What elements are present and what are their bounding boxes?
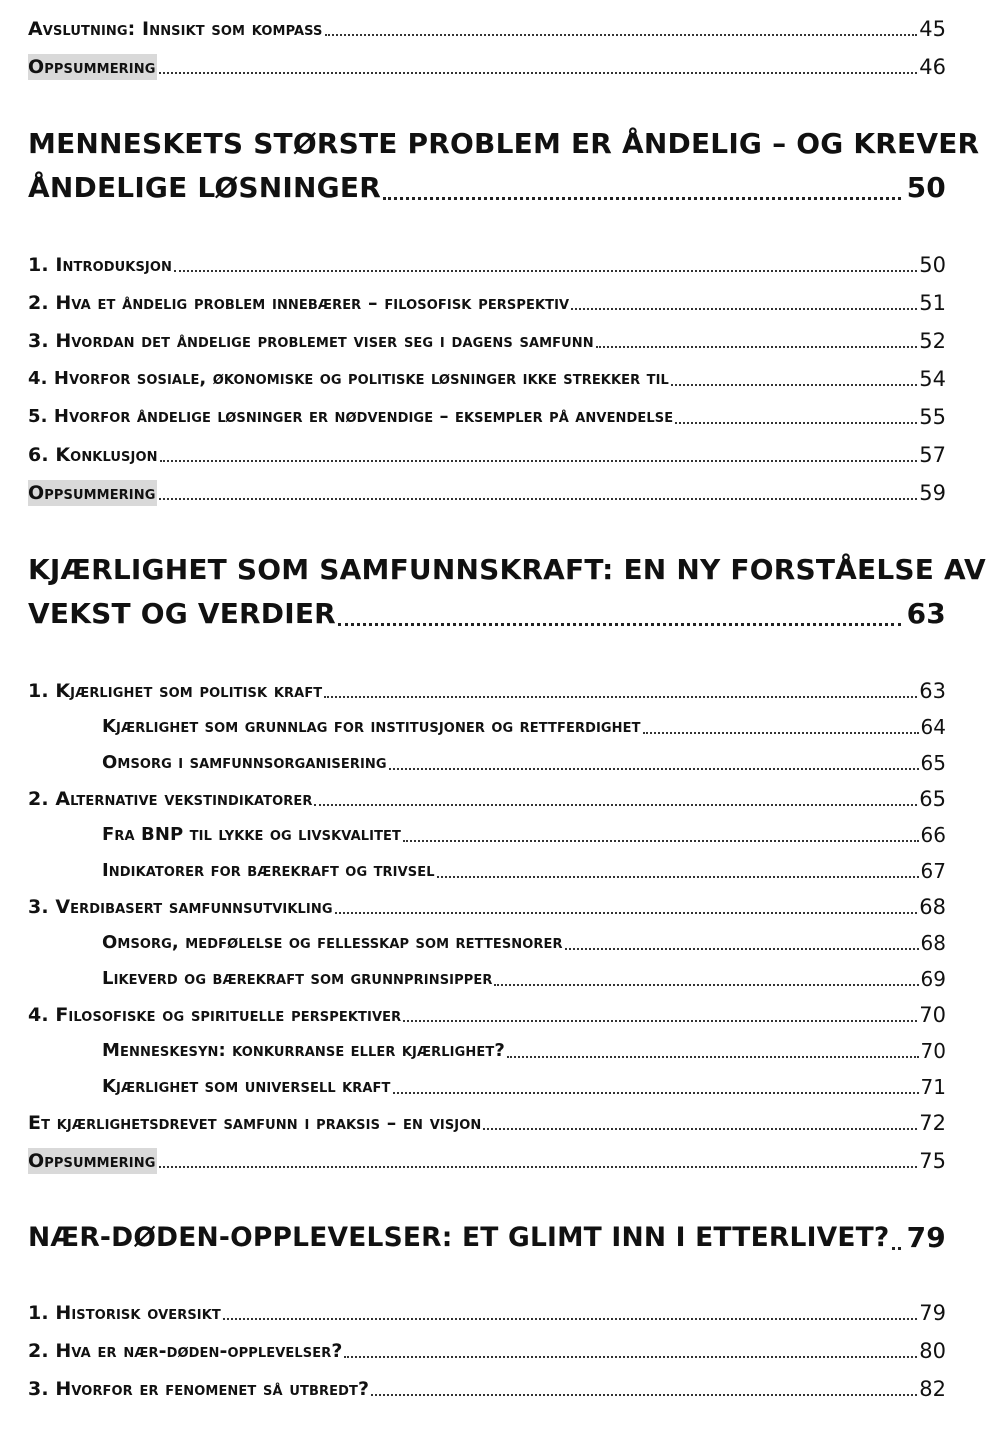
- toc-entry-title: 5. Hvorfor åndelige løsninger er nødvendige – eksempler på anvendelse: [28, 406, 674, 427]
- dot-leader: [596, 346, 917, 348]
- toc-entry-title: 1. Introduksjon: [28, 254, 172, 276]
- toc-entry[interactable]: [28, 252, 946, 278]
- toc-subentry[interactable]: [102, 750, 946, 776]
- toc-entry[interactable]: [28, 290, 946, 316]
- toc-entry-page: 70: [920, 1039, 946, 1063]
- toc-entry[interactable]: [28, 894, 946, 920]
- toc-entry[interactable]: [28, 442, 946, 468]
- toc-entry[interactable]: [28, 1110, 946, 1136]
- toc-entry-page: 68: [919, 895, 946, 919]
- toc-entry[interactable]: [28, 16, 946, 42]
- chapter-page: 79: [906, 1221, 946, 1254]
- toc-entry-page: 52: [919, 329, 946, 353]
- dot-leader: [371, 1394, 917, 1396]
- toc-entry-title: 2. Hva et åndelig problem innebærer – filosofisk perspektiv: [28, 292, 570, 314]
- dot-leader: [437, 876, 919, 878]
- toc-entry-title: Kjærlighet som grunnlag for institusjoner og rettferdighet: [102, 716, 641, 737]
- toc-entry-page: 69: [920, 967, 946, 991]
- toc-subentry[interactable]: [102, 714, 946, 740]
- dot-leader: [314, 804, 917, 806]
- dot-leader: [403, 840, 919, 842]
- toc-entry-title: Omsorg i samfunnsorganisering: [102, 752, 387, 773]
- toc-chapter[interactable]: [28, 122, 980, 210]
- toc-entry-page: 68: [920, 931, 946, 955]
- toc-entry-page: 55: [919, 405, 946, 429]
- chapter-title: NÆR-DØDEN-OPPLEVELSER: ET GLIMT INN I ETTERLIVET?: [28, 1222, 890, 1253]
- dot-leader: [892, 1247, 901, 1250]
- toc-entry-title: 3. Hvordan det åndelige problemet viser seg i dagens samfunn: [28, 330, 594, 352]
- toc-entry-title: Oppsummering: [28, 482, 156, 504]
- dot-leader: [159, 72, 917, 74]
- toc-entry-page: 59: [919, 481, 946, 505]
- toc-entry-title: Likeverd og bærekraft som grunnprinsipper: [102, 968, 493, 989]
- toc-subentry[interactable]: [102, 822, 946, 848]
- toc-subentry[interactable]: [102, 858, 946, 884]
- dot-leader: [383, 197, 901, 200]
- toc-entry-page: 63: [919, 679, 946, 703]
- toc-subentry[interactable]: [102, 1074, 946, 1100]
- dot-leader: [338, 623, 901, 626]
- toc-entry-title: Indikatorer for bærekraft og trivsel: [102, 860, 435, 881]
- dot-leader: [565, 948, 919, 950]
- toc-entry-title: 2. Alternative vekstindikatorer: [28, 788, 313, 810]
- toc-entry[interactable]: [28, 404, 946, 430]
- toc-entry-page: 71: [920, 1075, 946, 1099]
- toc-entry[interactable]: [28, 786, 946, 812]
- toc-chapter[interactable]: [28, 548, 986, 636]
- chapter-title-line1: KJÆRLIGHET SOM SAMFUNNSKRAFT: EN NY FORSTÅELSE AV: [28, 553, 986, 586]
- dot-leader: [223, 1318, 917, 1320]
- toc-entry[interactable]: [28, 1376, 946, 1402]
- toc-entry-page: 54: [919, 367, 946, 391]
- toc-entry[interactable]: [28, 1300, 946, 1326]
- dot-leader: [643, 732, 919, 734]
- dot-leader: [393, 1092, 919, 1094]
- dot-leader: [571, 308, 917, 310]
- toc-entry-title: Et kjærlighetsdrevet samfunn i praksis – en visjon: [28, 1112, 482, 1134]
- dot-leader: [483, 1128, 917, 1130]
- toc-subentry[interactable]: [102, 1038, 946, 1064]
- toc-entry[interactable]: [28, 328, 946, 354]
- toc-entry-page: 66: [920, 823, 946, 847]
- toc-entry-title: 1. Historisk oversikt: [28, 1302, 221, 1324]
- toc-entry-title: Omsorg, medfølelse og fellesskap som rettesnorer: [102, 932, 563, 953]
- chapter-title-line2: ÅNDELIGE LØSNINGER: [28, 171, 381, 204]
- toc-entry-title: 3. Hvorfor er fenomenet så utbredt?: [28, 1378, 370, 1400]
- toc-entry-title: Avslutning: Innsikt som kompass: [28, 18, 323, 40]
- toc-entry-title: 4. Hvorfor sosiale, økonomiske og politiske løsninger ikke strekker til: [28, 368, 669, 389]
- toc-entry[interactable]: [28, 366, 946, 392]
- toc-entry-page: 82: [919, 1377, 946, 1401]
- dot-leader: [324, 696, 917, 698]
- toc-entry-page: 51: [919, 291, 946, 315]
- dot-leader: [174, 270, 917, 272]
- dot-leader: [403, 1020, 917, 1022]
- toc-entry-title: 2. Hva er nær-døden-opplevelser?: [28, 1340, 343, 1362]
- dot-leader: [159, 1166, 917, 1168]
- toc-chapter[interactable]: [28, 1216, 946, 1260]
- toc-entry-page: 50: [919, 253, 946, 277]
- toc-entry-page: 70: [919, 1003, 946, 1027]
- chapter-page: 63: [906, 597, 946, 630]
- toc-entry-title: Oppsummering: [28, 56, 156, 78]
- dot-leader: [159, 498, 917, 500]
- toc-entry-title: Fra BNP til lykke og livskvalitet: [102, 824, 401, 845]
- toc-entry-page: 65: [919, 787, 946, 811]
- dot-leader: [344, 1356, 917, 1358]
- toc-subentry[interactable]: [102, 966, 946, 992]
- toc-entry-title: 6. Konklusjon: [28, 444, 158, 466]
- toc-entry-page: 46: [919, 55, 946, 79]
- dot-leader: [671, 384, 917, 386]
- chapter-page: 50: [906, 171, 946, 204]
- toc-entry[interactable]: [28, 480, 946, 506]
- toc-entry[interactable]: [28, 1148, 946, 1174]
- toc-subentry[interactable]: [102, 930, 946, 956]
- chapter-title-line2: VEKST OG VERDIER: [28, 597, 336, 630]
- toc-entry[interactable]: [28, 1002, 946, 1028]
- toc-entry-title: Oppsummering: [28, 1150, 156, 1172]
- toc-entry-page: 65: [920, 751, 946, 775]
- dot-leader: [494, 984, 918, 986]
- toc-entry-title: Menneskesyn: konkurranse eller kjærlighet?: [102, 1040, 505, 1061]
- toc-entry-page: 64: [920, 715, 946, 739]
- toc-entry-page: 80: [919, 1339, 946, 1363]
- dot-leader: [389, 768, 919, 770]
- dot-leader: [675, 422, 917, 424]
- dot-leader: [325, 34, 918, 36]
- dot-leader: [160, 460, 918, 462]
- toc-entry-page: 79: [919, 1301, 946, 1325]
- toc-entry-page: 75: [919, 1149, 946, 1173]
- toc-entry-page: 72: [919, 1111, 946, 1135]
- toc-entry-page: 67: [920, 859, 946, 883]
- toc-entry-title: 4. Filosofiske og spirituelle perspektiver: [28, 1004, 402, 1026]
- toc-entry[interactable]: [28, 54, 946, 80]
- toc-entry[interactable]: [28, 678, 946, 704]
- toc-entry[interactable]: [28, 1338, 946, 1364]
- toc-entry-title: 1. Kjærlighet som politisk kraft: [28, 680, 323, 702]
- toc-entry-title: Kjærlighet som universell kraft: [102, 1076, 391, 1097]
- dot-leader: [335, 912, 918, 914]
- dot-leader: [507, 1056, 919, 1058]
- toc-entry-title: 3. Verdibasert samfunnsutvikling: [28, 896, 333, 918]
- chapter-title-line1: MENNESKETS STØRSTE PROBLEM ER ÅNDELIG – OG KREVER: [28, 127, 980, 160]
- toc-entry-page: 57: [919, 443, 946, 467]
- toc-entry-page: 45: [919, 17, 946, 41]
